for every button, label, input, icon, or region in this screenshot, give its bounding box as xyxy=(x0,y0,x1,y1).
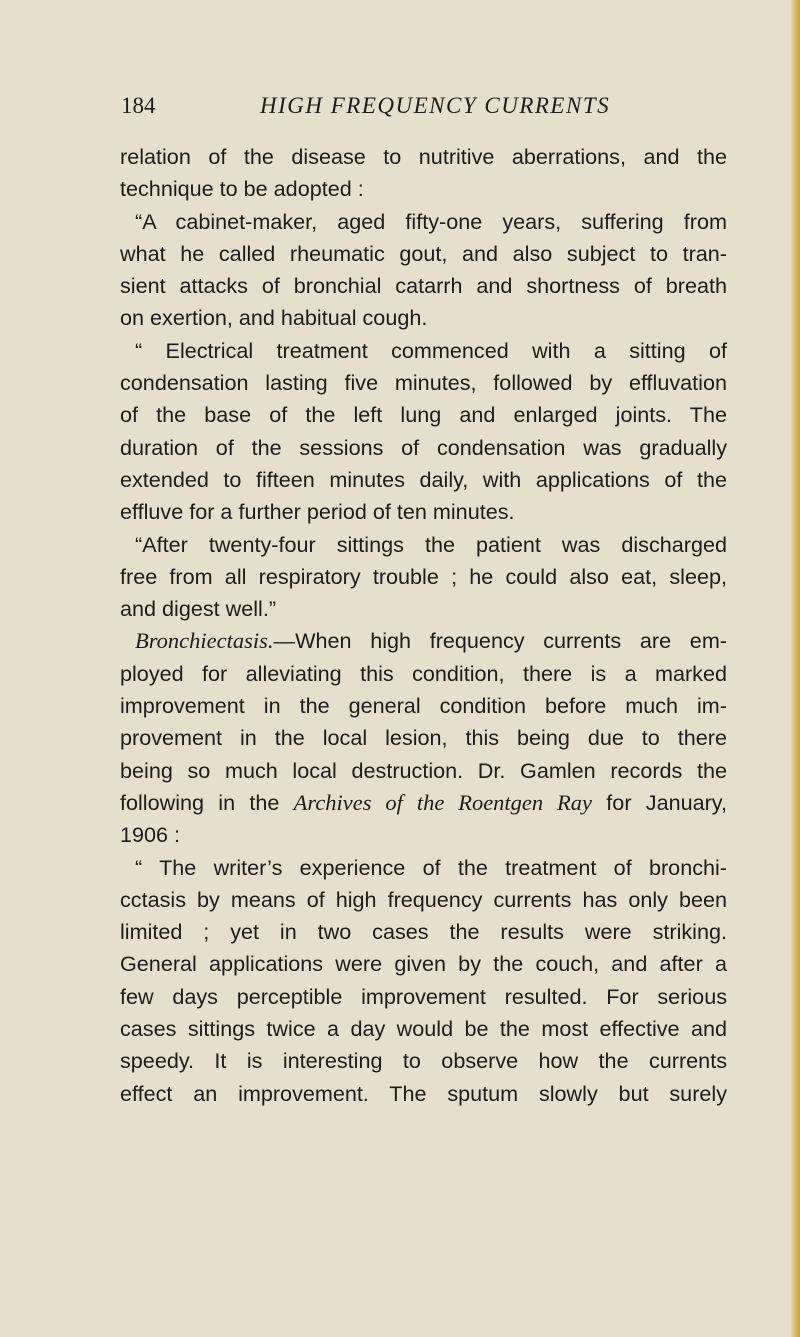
line-text: of the base of the left lung and enlarged joints. The xyxy=(120,402,727,428)
line-text: relation of the disease to nutritive aberrations, and the xyxy=(120,144,727,169)
text-line xyxy=(120,658,727,690)
line-text: what he called rheumatic gout, and also subject to tran- xyxy=(120,240,727,266)
line-text: ployed for alleviating this condition, there is a marked xyxy=(120,660,727,686)
text-line xyxy=(120,819,727,851)
text-line xyxy=(120,948,727,980)
line-text: extended to fifteen minutes daily, with applications of the xyxy=(120,466,727,492)
line-text: sient attacks of bronchial catarrh and shortness of breath xyxy=(120,273,727,299)
line-text: on exertion, and habitual cough. xyxy=(120,305,428,331)
text-line xyxy=(120,206,727,238)
text-line xyxy=(120,367,727,399)
text-line xyxy=(120,464,727,496)
line-text: duration of the sessions of condensation was gradually xyxy=(120,434,727,460)
text-line xyxy=(120,787,727,819)
line-text: being so much local destruction. Dr. Gamlen records the xyxy=(120,757,727,783)
line-text: and digest well.” xyxy=(120,596,277,622)
text-line xyxy=(120,722,727,754)
page-edge xyxy=(790,0,800,1337)
text-line xyxy=(120,852,727,884)
line-text: few days perceptible improvement resulted. For serious xyxy=(120,983,727,1009)
line-text: improvement in the general condition before much im- xyxy=(120,693,727,719)
line-text: following in the xyxy=(120,789,294,815)
line-text: speedy. It is interesting to observe how the currents xyxy=(120,1048,727,1074)
line-text: cases sittings twice a day would be the most effective and xyxy=(120,1016,727,1042)
line-text: condensation lasting five minutes, followed by effluvation xyxy=(120,370,727,396)
line-text: “After twenty-four sittings the patient was discharged xyxy=(135,531,727,557)
text-line xyxy=(120,1078,727,1110)
text-line xyxy=(120,625,727,657)
text-line xyxy=(120,1013,727,1045)
line-text: “A cabinet-maker, aged fifty-one years, suffering from xyxy=(135,208,727,234)
text-line xyxy=(120,529,727,561)
journal-title: Archives of the Roentgen Ray xyxy=(293,789,593,815)
body-text xyxy=(120,141,727,1110)
line-text: “ The writer’s experience of the treatment of bronchi- xyxy=(135,854,727,880)
text-line xyxy=(120,432,727,464)
text-line xyxy=(120,399,727,431)
line-text: General applications were given by the couch, and after a xyxy=(120,951,727,977)
text-line xyxy=(120,270,727,302)
text-line xyxy=(120,561,727,593)
line-text: 1906 : xyxy=(120,822,181,848)
text-line xyxy=(120,1045,727,1077)
text-line xyxy=(120,173,727,205)
text-line xyxy=(120,593,727,625)
text-line xyxy=(120,916,727,948)
text-line xyxy=(120,981,727,1013)
line-text: “ Electrical treatment commenced with a sitting of xyxy=(135,337,727,363)
line-text: —When high frequency currents are em- xyxy=(273,628,727,654)
text-line xyxy=(120,690,727,722)
line-text: limited ; yet in two cases the results were striking. xyxy=(120,919,727,945)
line-text-after: for January, xyxy=(592,789,727,815)
text-line xyxy=(120,238,727,270)
page-header xyxy=(121,93,721,127)
line-text: technique to be adopted : xyxy=(120,176,364,202)
text-line xyxy=(120,302,727,334)
page-number: 184 xyxy=(121,93,156,118)
text-line xyxy=(120,335,727,367)
running-head: HIGH FREQUENCY CURRENTS xyxy=(260,93,611,118)
italic-heading: Bronchiectasis. xyxy=(135,628,274,654)
text-line xyxy=(120,755,727,787)
line-text: cctasis by means of high frequency currents has only been xyxy=(120,886,727,912)
line-text: effect an improvement. The sputum slowly but surely xyxy=(120,1080,727,1106)
text-line xyxy=(120,141,727,173)
line-text: effluve for a further period of ten minutes. xyxy=(120,499,515,525)
text-line xyxy=(120,884,727,916)
text-line xyxy=(120,496,727,528)
line-text: provement in the local lesion, this being due to there xyxy=(120,725,727,751)
line-text: free from all respiratory trouble ; he could also eat, sleep, xyxy=(120,563,727,589)
